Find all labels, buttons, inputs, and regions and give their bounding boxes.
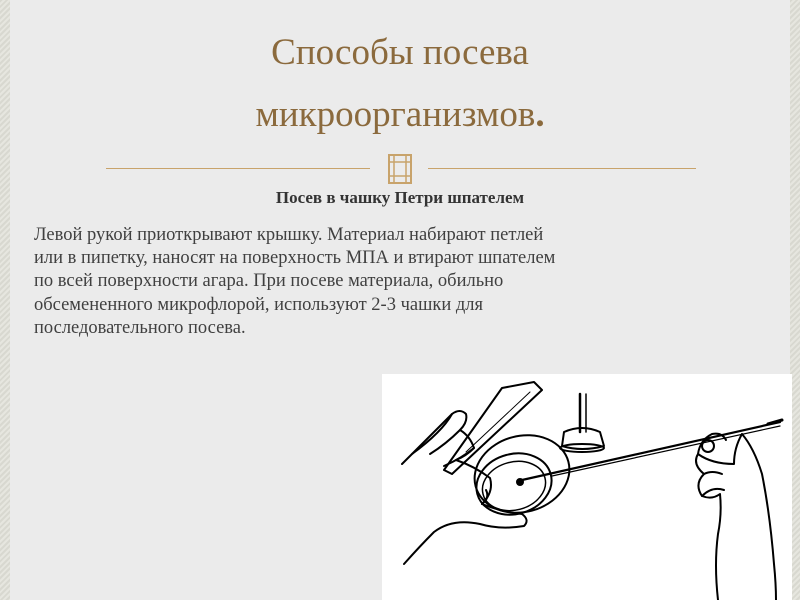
- ornament-icon: [380, 150, 420, 188]
- title-line-2-text: микроорганизмов: [255, 94, 536, 135]
- divider-line-right: [428, 168, 696, 169]
- title-line-2: [110, 84, 690, 146]
- slide-title: [110, 22, 690, 146]
- slide-subtitle: Посев в чашку Петри шпателем: [275, 188, 525, 207]
- left-border-pattern: [0, 0, 10, 600]
- left-hand: [402, 411, 527, 564]
- title-line-1: Способы посева: [271, 32, 529, 73]
- right-hand: [696, 434, 742, 600]
- body-paragraph: Левой рукой приоткрывают крышку. Материал набирают петлей или в пипетку, наносят на поверхность МПА и втирают шпателем по всей поверхности агара. При посеве материала, обильно обсемененного микрофлорой, используют 2-3 чашки для последовательного посева.: [34, 225, 556, 338]
- divider-line-left: [106, 168, 370, 169]
- title-period: .: [535, 94, 545, 135]
- spatula: [522, 422, 780, 480]
- petri-dish-illustration: [382, 374, 792, 600]
